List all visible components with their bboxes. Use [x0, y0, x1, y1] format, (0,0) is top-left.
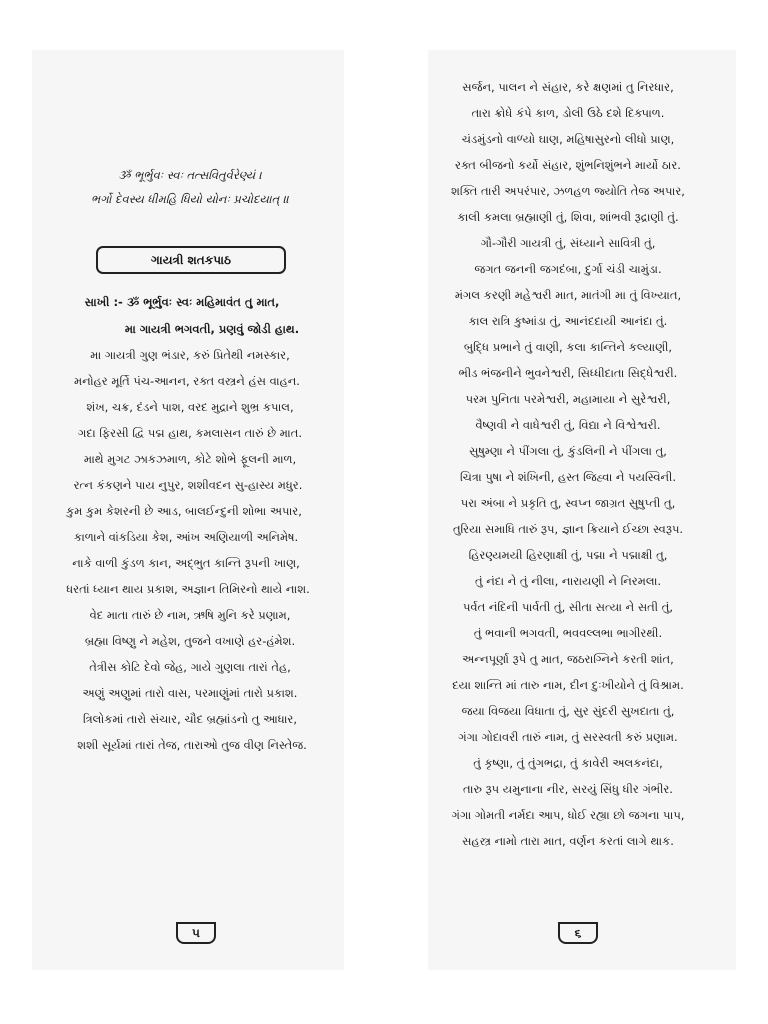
- verse-line: જગત જનની જગદંબા, દુર્ગા ચંડી ચામુંડા.: [474, 262, 662, 276]
- verse-line: નાકે વાળી કુંડળ કાન, અદ્ભુત કાન્તિ રૂપની ખાણ,: [72, 556, 300, 570]
- verse-line: બ્રહ્મા વિષ્ણુ ને મહેશ, તુજને વખાણે હર-હંમેશ.: [84, 634, 296, 648]
- verse-line: તેત્રીસ કોટિ દેવો જેહ, ગાયે ગુણલા તારાં તેહ,: [89, 660, 291, 674]
- verse-line: તારા ક્રોધે કંપે કાળ, ડોલી ઉઠે દશે દિક્પાળ.: [471, 106, 665, 120]
- verse-line: ગંગા ગોદાવરી તારું નામ, તું સરસ્વતી કરું પ્રણામ.: [458, 730, 678, 744]
- verse-line: મા ગાયત્રી ભગવતી, પ્રણવું જોડી હાથ.: [124, 322, 300, 336]
- mantra-line: ભર્ગો દેવસ્ય ધીમહિ ધિયો યોનઃ પ્રચોદયાત્ ॥: [91, 192, 289, 206]
- verse-line: પરા અંબા ને પ્રકૃતિ તુ, સ્વપ્ન જાગ્રત સુષુપ્તી તુ,: [460, 496, 676, 510]
- verse-line: ભીડ ભંજનીને ભુવનેશ્વરી, સિધ્ધીદાતા સિદ્ધેશ્વરી.: [458, 366, 678, 380]
- verse-line: વેદ માતા તારું છે નામ, ઋષિ મુનિ કરે પ્રણામ,: [89, 608, 291, 622]
- right-page: [428, 50, 736, 970]
- verse-line: તુરિયા સમાધિ તારું રૂપ, જ્ઞાન ક્રિયાને ઈચ્છા સ્વરૂપ.: [452, 522, 684, 536]
- verse-line: હિરણ્યમયી હિરણાક્ષી તું, પદ્મા ને પદ્માક્ષી તુ,: [468, 548, 668, 562]
- verse-line: તું નંદા ને તું નીલા, નારાયણી ને નિરમલા.: [474, 574, 662, 588]
- verse-line: બુદ્ધિ પ્રભાને તું વાણી, કલા કાન્તિને કલ્યાણી,: [463, 340, 673, 354]
- verse-line: કાળાને વાંકડિયા કેશ, આંખ અણિયાળી અનિમેષ.: [73, 530, 299, 544]
- left-page: [32, 50, 344, 970]
- verse-line: માથે મુગટ ઝાકઝમાળ, કોટે શોભે ફૂલની માળ,: [83, 452, 297, 466]
- verse-line: શંખ, ચક્ર, દંડને પાશ, વરદ મુદ્રાને શુભ્ર કપાલ,: [86, 400, 294, 414]
- verse-line: શશી સૂર્યમાં તારાં તેજ, તારાઓ તુજ વીણ નિસ્તેજ.: [77, 738, 307, 752]
- verse-line: ગદા ફિરસી દ્વિ પદ્મ હાથ, કમલાસન તારું છે માત.: [78, 426, 302, 440]
- verse-line: સહસ્ત્ર નામો તારા માત, વર્ણન કરતાં લાગે થાક.: [462, 834, 674, 848]
- verse-line: અણું અણુમાં તારો વાસ, પરમાણુંમાં તારો પ્રકાશ.: [82, 686, 298, 700]
- verse-line: રક્ત બીજનો કર્યો સંહાર, શુંભનિશુંભને માર્યો ઠાર.: [455, 158, 681, 172]
- verse-line: પર્વત નંદિની પાર્વતી તું, સીતા સત્યા ને સતી તું,: [462, 600, 674, 614]
- verse-line: ગૌ-ગૌરી ગાયત્રી તું, સંધ્યાને સાવિત્રી તું,: [480, 236, 656, 250]
- verse-line: ધરતાં ધ્યાન થાય પ્રકાશ, અજ્ઞાન તિમિરનો થાયે નાશ.: [66, 582, 310, 596]
- section-title: ગાયત્રી શતકપાઠ: [96, 246, 286, 274]
- mantra-line: ૐ ભૂર્ભુવઃ સ્વઃ તત્સવિતુર્વરેણ્યં ।: [118, 168, 262, 182]
- page-number: ૬: [558, 922, 598, 944]
- verse-line: સાખી :- ૐ ભૂર્ભુવઃ સ્વઃ મહિમાવંત તુ માત,: [84, 295, 280, 309]
- verse-line: વૈષ્ણવી ને વાધેશ્વરી તું, વિદ્યા ને વિશ્વેશ્વરી.: [475, 418, 661, 432]
- verse-line: કુમ કુમ કેશરની છે આડ, બાલઈન્દુની શોભા અપાર,: [66, 504, 302, 518]
- verse-line: પરમ પુનિતા પરમેશ્વરી, મહામાયા ને સુરેશ્વરી,: [465, 392, 671, 406]
- verse-line: કાલ રાત્રિ કુષ્માંડા તું, આનંદદાયી આનંદા તું.: [468, 314, 668, 328]
- verse-line: સુષુમ્ણા ને પીંગલા તું, કુંડલિની ને પીંગલા તુ,: [469, 444, 667, 458]
- verse-line: શક્તિ તારી અપરંપાર, ઝળહળ જ્યોતિ તેજ અપાર,: [451, 184, 685, 198]
- verse-line: તું કૃષ્ણા, તું તુંગભદ્રા, તું કાવેરી અલકનંદા,: [473, 756, 663, 770]
- verse-line: તું ભવાની ભગવતી, ભવવલ્લભા ભાગીરથી.: [473, 626, 663, 640]
- verse-line: જયા વિજયા વિધાતા તું, સુર સુંદરી સુખદાતા તું,: [461, 704, 675, 718]
- verse-line: દયા શાન્તિ માં તારુ નામ, દીન દુઃખીયોને તું વિશ્રામ.: [452, 678, 684, 692]
- verse-line: તારુ રૂપ યમુનાના નીર, સરયું સિંધુ ધીર ગંભીર.: [463, 782, 673, 796]
- verse-line: રત્ન કંકણને પાય નુપુર, શશીવદન સુ-હાસ્ય મધુર.: [73, 478, 303, 492]
- verse-line: મનોહર મૂર્તિ પંચ-આનન, રક્ત વસ્ત્રને હંસ વાહન.: [74, 374, 300, 388]
- verse-line: મંગલ કરણી મહેશ્વરી માત, માતંગી મા તું વિખ્યાત,: [454, 288, 682, 302]
- verse-line: ચિત્રા પુષા ને શંખિની, હસ્ત જિહ્વા ને પયસ્વિની.: [459, 470, 677, 484]
- page-number: ૫: [176, 922, 216, 944]
- verse-line: મા ગાયત્રી ગુણ ભંડાર, કરું પ્રિતેથી નમસ્કાર,: [90, 348, 290, 362]
- verse-line: ચંડમુંડનો વાળ્યો ઘાણ, મહિષાસુરનો લીધો પ્રાણ,: [461, 132, 675, 146]
- verse-line: અન્નપૂર્ણા રૂપે તુ માત, જઠરાગ્નિને કરતી શાંત,: [462, 652, 674, 666]
- verse-line: સર્જન, પાલન ને સંહાર, કરે ક્ષણમાં તુ નિરધાર,: [462, 80, 674, 94]
- verse-line: ગંગા ગોમતી નર્મદા આપ, ધોઈ રહ્યા છો જગના પાપ,: [451, 808, 685, 822]
- verse-line: ત્રિલોકમાં તારો સંચાર, ચૌદ બ્રહ્માંડનો તુ આધાર,: [82, 712, 298, 726]
- verse-line: કાલી કમલા બ્રહ્માણી તું, શિવા, શાંભવી રૂદ્રાણી તું.: [457, 210, 679, 224]
